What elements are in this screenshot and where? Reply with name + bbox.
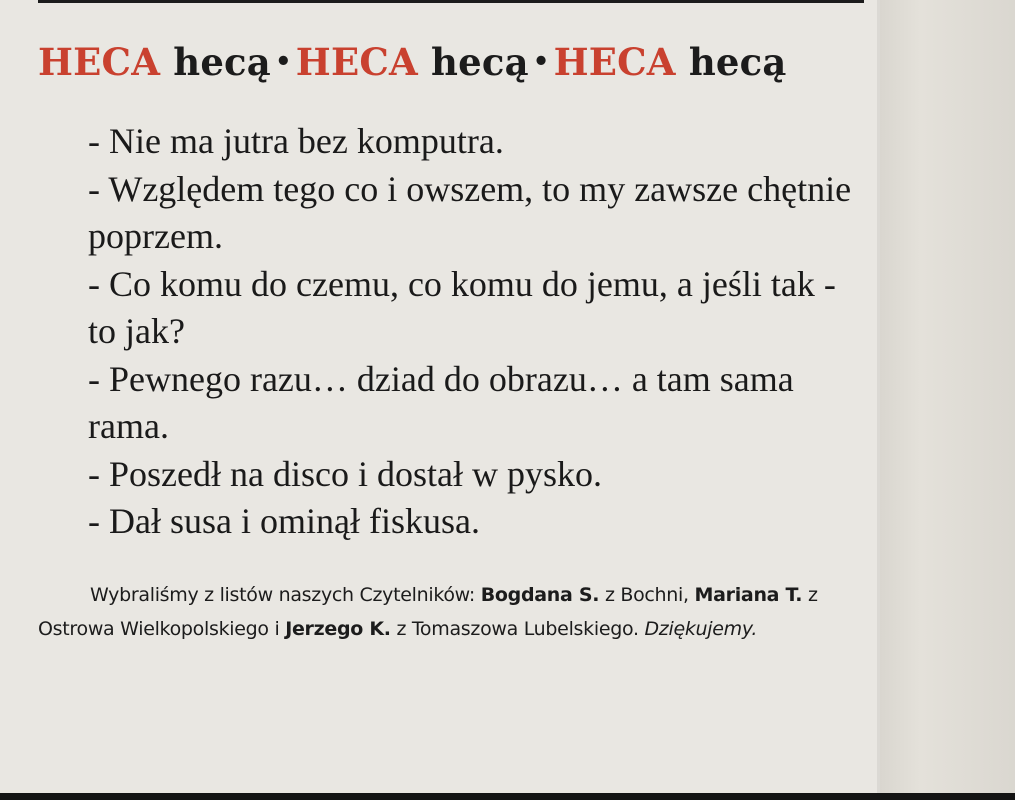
joke-line: - Względem tego co i owszem, to my zawsze chętnie poprzem. [88, 168, 852, 256]
credit-thanks: Dziękujemy. [644, 618, 758, 640]
heading-banner [38, 34, 868, 90]
top-rule [38, 0, 864, 3]
joke-line: - Co komu do czemu, co komu do jemu, a jeśli tak - to jak? [88, 263, 836, 351]
banner-accent-3: HECA [553, 40, 676, 84]
reader-credit [38, 578, 868, 646]
banner-plain-2: hecą [431, 40, 529, 84]
page-edge [880, 0, 1015, 800]
banner-plain-3: hecą [688, 40, 787, 84]
joke-list [88, 118, 868, 546]
credit-intro: Wybraliśmy z listów naszych Czytelników: [90, 584, 475, 606]
reader-place: z Tomaszowa Lubelskiego. [396, 618, 639, 640]
bottom-scan-edge [0, 793, 1015, 800]
joke-line: - Nie ma jutra bez komputra. [88, 121, 504, 161]
reader-place: z Ostrowa Wielkopolskiego i [38, 584, 818, 640]
joke-line: - Dał susa i ominął fiskusa. [88, 501, 480, 541]
banner-accent-2: HECA [295, 40, 418, 84]
banner-accent-1: HECA [38, 40, 161, 84]
reader-name: Bogdana S. [480, 584, 600, 606]
banner-plain-1: hecą [173, 40, 271, 84]
reader-name: Mariana T. [694, 584, 803, 606]
reader-place: z Bochni, [604, 584, 689, 606]
joke-line: - Poszedł na disco i dostał w pysko. [88, 453, 602, 494]
banner-separator-2: • [532, 47, 550, 77]
joke-line: - Pewnego razu… dziad do obrazu… a tam sama rama. [88, 358, 794, 446]
reader-name: Jerzego K. [285, 618, 391, 640]
banner-separator-1: • [274, 47, 292, 77]
